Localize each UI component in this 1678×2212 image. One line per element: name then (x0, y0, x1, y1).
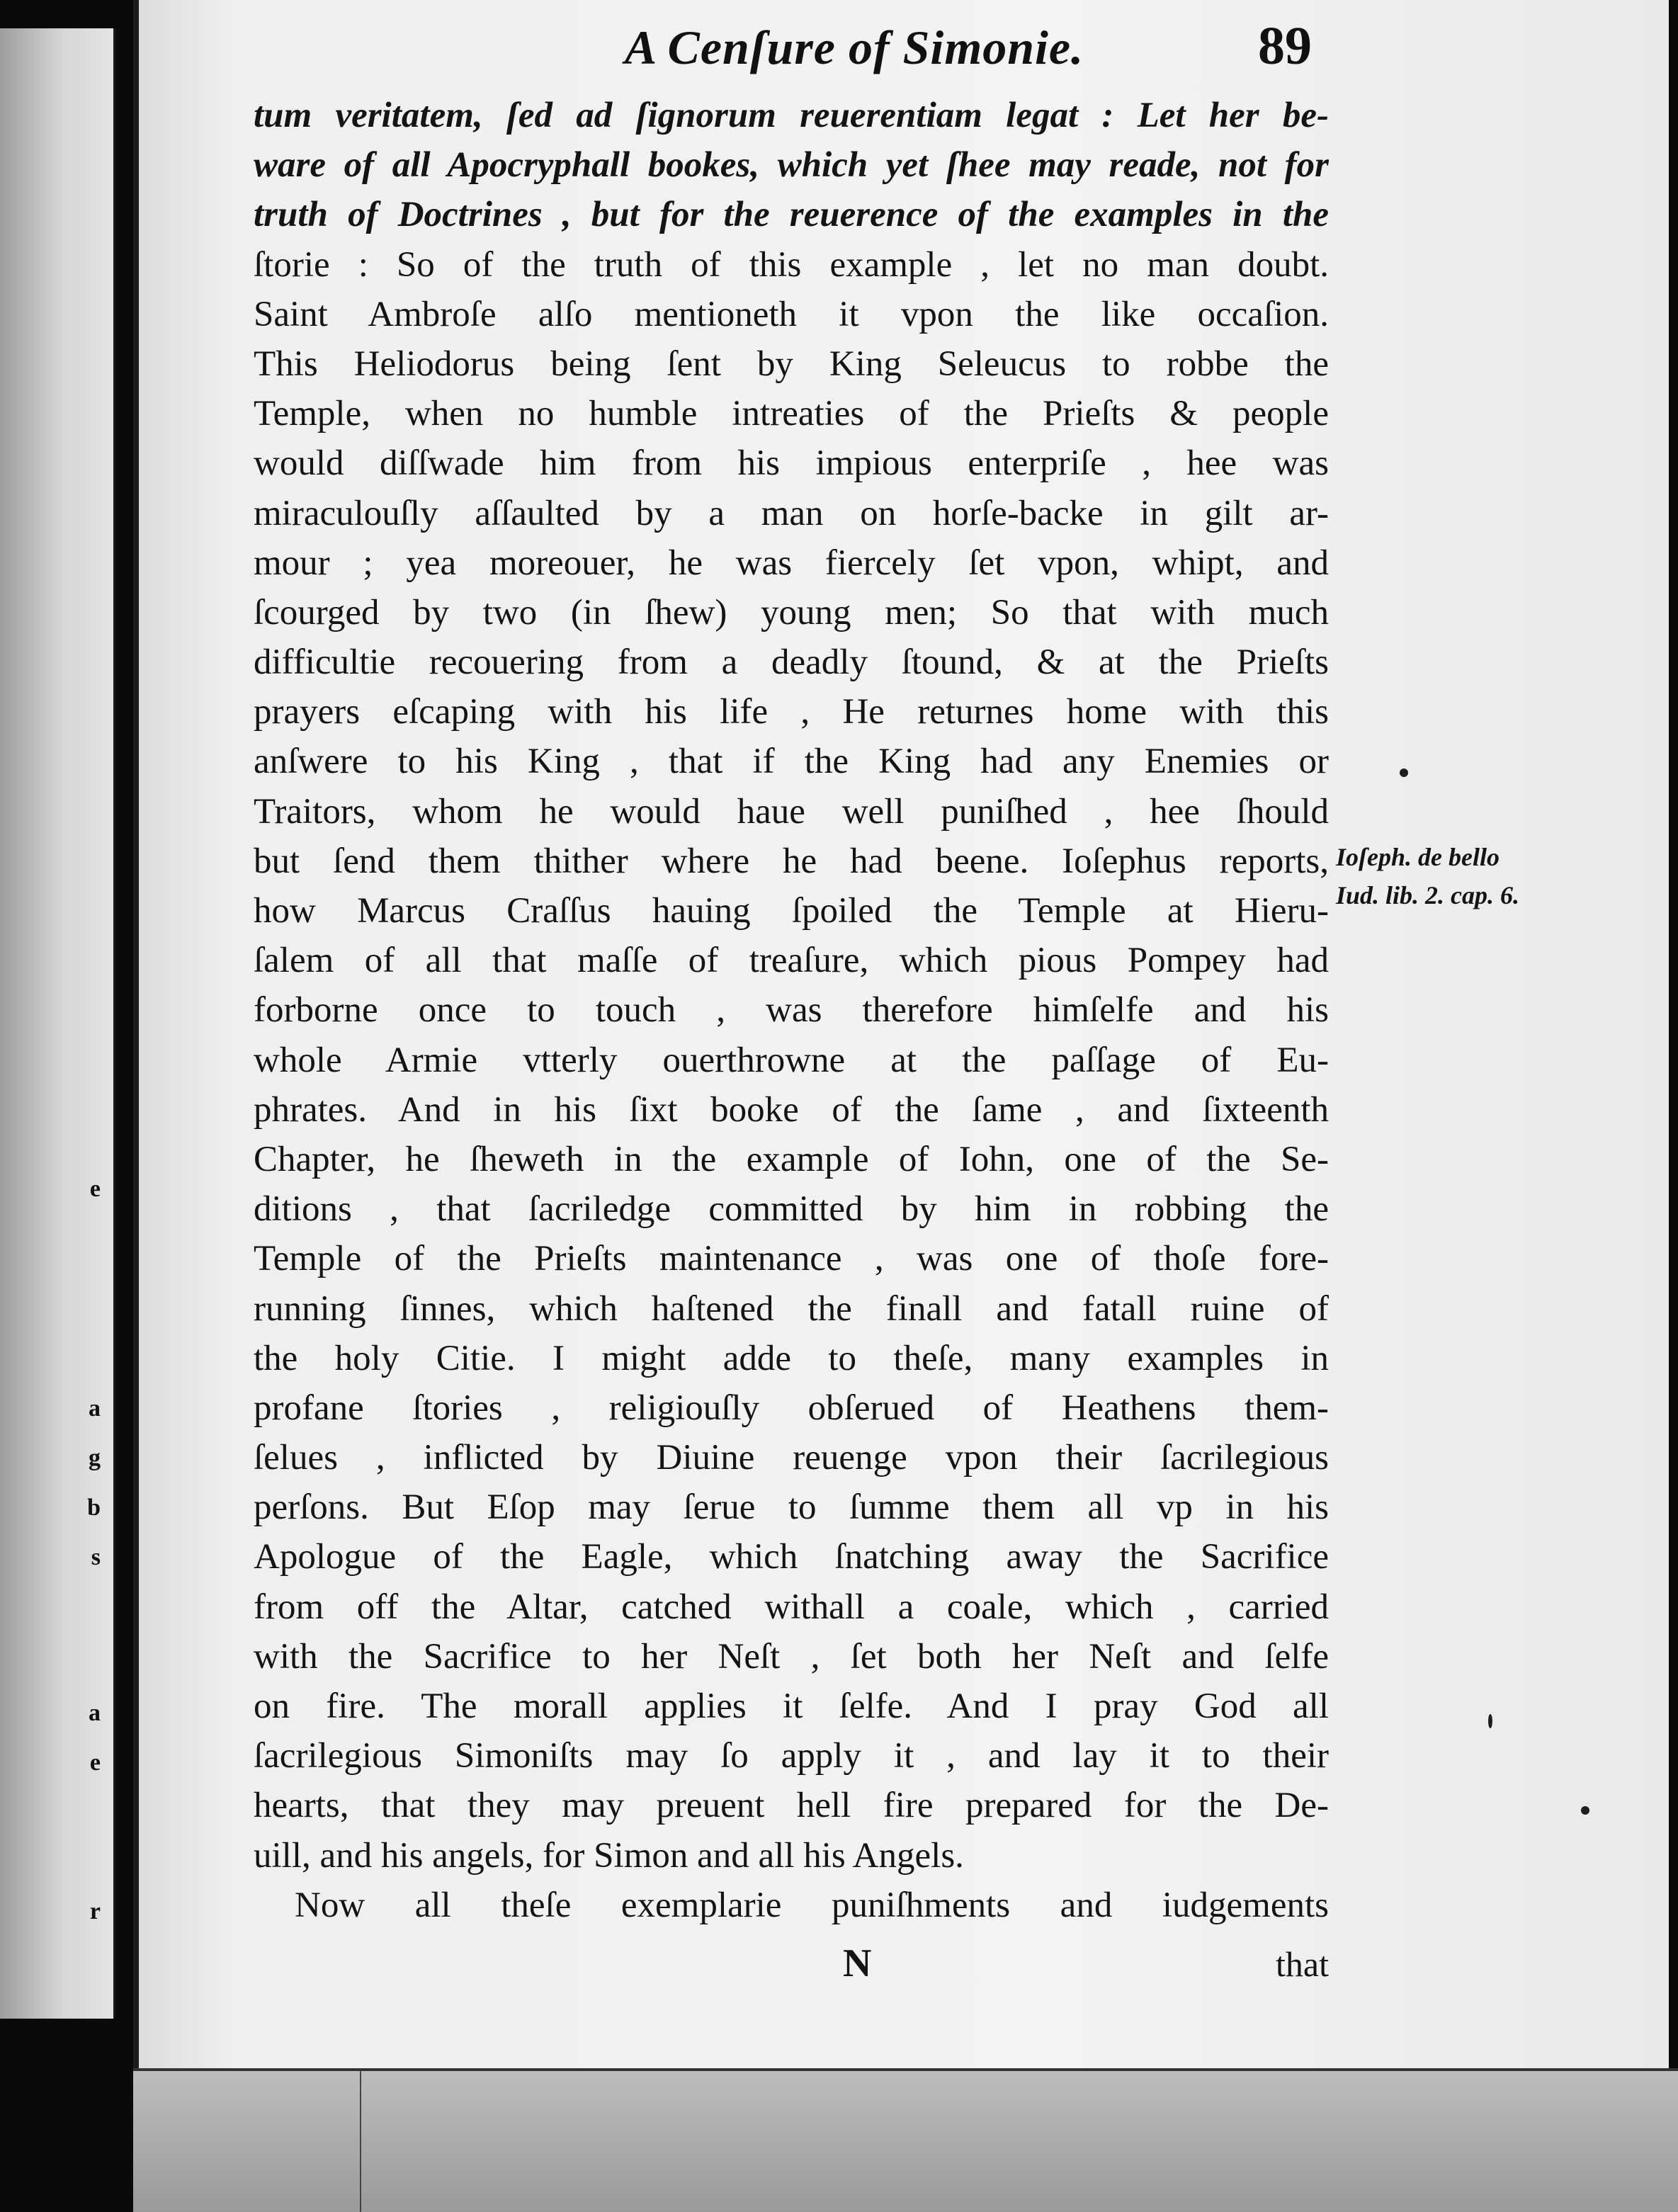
text-line: miraculouſly aſſaulted by a man on horſe-backe in gilt ar- (254, 493, 1329, 533)
page-footer (254, 1941, 1329, 1990)
text-line: hearts, that they may preuent hell fire prepared for the De- (254, 1786, 1329, 1826)
text-line: anſwere to his King , that if the King had any Enemies or (254, 742, 1329, 782)
text-line: would diſſwade him from his impious enterpriſe , hee was (254, 443, 1329, 484)
marginal-note-line: Iud. lib. 2. cap. 6. (1336, 881, 1520, 909)
text-line: the holy Citie. I might adde to theſe, many examples in (254, 1338, 1329, 1378)
ink-speck (1400, 768, 1408, 777)
previous-page-letter: b (87, 1494, 101, 1521)
previous-page-letter: e (89, 1749, 101, 1776)
catchword: that (1276, 1944, 1329, 1984)
text-line: ſacrilegious Simoniſts may ſo apply it , and lay it to their (254, 1736, 1329, 1776)
text-line: tum veritatem, ſed ad ſignorum reuerentiam legat : Let her be- (254, 96, 1329, 135)
text-line: whole Armie vtterly ouerthrowne at the paſſage of Eu- (254, 1040, 1329, 1080)
text-line: from off the Altar, catched withall a coale, which , carried (254, 1587, 1329, 1627)
text-line: Chapter, he ſheweth in the example of Iohn, one of the Se- (254, 1139, 1329, 1179)
page-number: 89 (1258, 16, 1312, 76)
text-line: prayers eſcaping with his life , He returnes home with this (254, 692, 1329, 732)
body-text (254, 91, 1329, 1930)
previous-page-letter: a (89, 1700, 101, 1726)
previous-page-edge (0, 28, 115, 2019)
text-line: how Marcus Craſſus hauing ſpoiled the Temple at Hieru- (254, 891, 1329, 931)
text-line: truth of Doctrines , but for the reuerence of the examples in the (254, 195, 1329, 235)
text-line: ware of all Apocryphall bookes, which yet ſhee may reade, not for (254, 145, 1329, 186)
text-line: difficultie recouering from a deadly ſtound, & at the Prieſts (254, 642, 1329, 683)
text-line: with the Sacrifice to her Neſt , ſet both her Neſt and ſelfe (254, 1636, 1329, 1677)
ink-speck (1581, 1806, 1589, 1815)
text-line: uill, and his angels, for Simon and all his Angels. (254, 1835, 964, 1876)
page-bottom-edge (133, 2068, 1678, 2212)
running-title: A Cenſure of Simonie. (624, 21, 1084, 74)
previous-page-letter: e (89, 1176, 101, 1202)
text-line: ſtorie : So of the truth of this example , let no man doubt. (254, 244, 1329, 285)
previous-page-letter: g (89, 1445, 101, 1471)
page-header (139, 16, 1626, 84)
text-line: This Heliodorus being ſent by King Seleucus to robbe the (254, 344, 1329, 384)
previous-page-letter: r (89, 1898, 101, 1924)
signature-mark: N (843, 1941, 872, 1985)
text-line: Saint Ambroſe alſo mentioneth it vpon the like occaſion. (254, 294, 1329, 334)
text-line: ſcourged by two (in ſhew) young men; So that with much (254, 592, 1329, 633)
text-line: on fire. The morall applies it ſelfe. And I pray God all (254, 1686, 1329, 1726)
marginal-note (1336, 838, 1619, 914)
text-line: but ſend them thither where he had beene. Ioſephus reports, (254, 841, 1329, 881)
text-line: ditions , that ſacriledge committed by him in robbing the (254, 1189, 1329, 1230)
previous-page-letter: a (89, 1395, 101, 1422)
text-line: running ſinnes, which haſtened the finall and fatall ruine of (254, 1288, 1329, 1329)
text-line: mour ; yea moreouer, he was fiercely ſet vpon, whipt, and (254, 543, 1329, 583)
text-line: phrates. And in his ſixt booke of the ſame , and ſixteenth (254, 1089, 1329, 1130)
text-line: Apologue of the Eagle, which ſnatching away the Sacrifice (254, 1537, 1329, 1577)
previous-page-letter: s (91, 1544, 101, 1570)
ink-speck (1488, 1714, 1492, 1728)
text-line: Temple, when no humble intreaties of the Prieſts & people (254, 394, 1329, 434)
text-line: forborne once to touch , was therefore himſelfe and his (254, 990, 1329, 1031)
text-line: profane ſtories , religiouſly obſerued of Heathens them- (254, 1388, 1329, 1428)
text-line: perſons. But Eſop may ſerue to ſumme them all vp in his (254, 1487, 1329, 1528)
text-line: Temple of the Prieſts maintenance , was one of thoſe fore- (254, 1239, 1329, 1279)
marginal-note-line: Ioſeph. de bello (1336, 843, 1500, 871)
book-page (133, 0, 1669, 2068)
text-line: ſalem of all that maſſe of treaſure, which pious Pompey had (254, 941, 1329, 981)
text-line: ſelues , inflicted by Diuine reuenge vpon their ſacrilegious (254, 1438, 1329, 1478)
text-line: Now all theſe exemplarie puniſhments and iudgements (295, 1885, 1329, 1925)
text-line: Traitors, whom he would haue well puniſhed , hee ſhould (254, 791, 1329, 832)
